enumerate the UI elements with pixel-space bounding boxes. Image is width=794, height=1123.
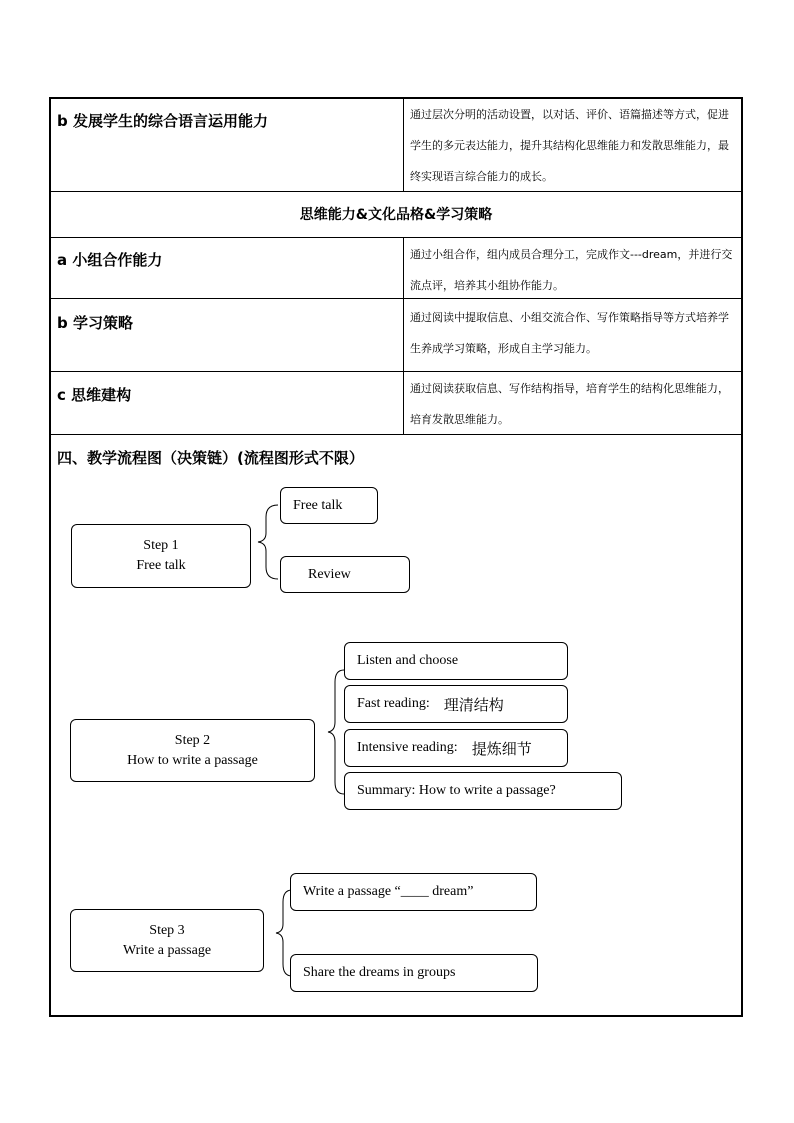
- step2-item-cn: 提炼细节: [471, 739, 532, 758]
- step2-item-text: Fast reading:: [357, 696, 430, 711]
- step2-item-fast-reading: [344, 685, 568, 723]
- step2-item-summary: [344, 772, 622, 810]
- step1-item-text: Review: [308, 566, 351, 582]
- row-label-group-work: a 小组合作能力: [57, 251, 163, 269]
- flowchart-title: 四、教学流程图（决策链）(流程图形式不限）: [57, 449, 364, 467]
- step1-title: Free talk: [136, 558, 186, 573]
- step1-item-review: [280, 556, 410, 593]
- step2-item-cn: 理清结构: [443, 695, 504, 714]
- step2-title: How to write a passage: [127, 752, 258, 768]
- step1-item-free-talk: [280, 487, 378, 524]
- row-label-learning-strategy: b 学习策略: [57, 314, 133, 332]
- step2-item-intensive-reading: [344, 729, 568, 767]
- step1-number: Step 1: [143, 538, 179, 553]
- step2-number: Step 2: [174, 732, 211, 748]
- column-divider: [403, 97, 404, 191]
- step2-box: [70, 719, 315, 782]
- step2-item-text: Summary: How to write a passage?: [357, 783, 556, 798]
- step2-item-text: Intensive reading:: [357, 740, 458, 755]
- step3-title: Write a passage: [122, 942, 212, 958]
- row-text-group-work: 通过小组合作，组内成员合理分工，完成作文---dream，并进行交流点评，培养其小组协作能力。: [410, 248, 733, 292]
- row-label-thinking: c 思维建构: [57, 386, 132, 404]
- column-divider: [403, 237, 404, 434]
- row-divider: [49, 371, 743, 372]
- step3-item-share: [290, 954, 538, 992]
- row-label-language-ability: b 发展学生的综合语言运用能力: [57, 112, 268, 130]
- row-divider: [49, 237, 743, 238]
- step1-item-text: Free talk: [293, 497, 343, 513]
- step2-item-text: Listen and choose: [357, 653, 459, 668]
- step1-box: [71, 524, 251, 588]
- row-text-learning-strategy: 通过阅读中提取信息、小组交流合作、写作策略指导等方式培养学生养成学习策略，形成自主学习能力。: [410, 311, 729, 355]
- step2-item-listen: [344, 642, 568, 680]
- step3-item-text: Share the dreams in groups: [303, 965, 456, 980]
- row-text-language-ability: 通过层次分明的活动设置，以对话、评价、语篇描述等方式，促进学生的多元表达能力，提升其结构化思维能力和发散思维能力，最终实现语言综合能力的成长。: [410, 108, 729, 183]
- step3-item-text: Write a passage “____ dream”: [303, 884, 474, 899]
- row-text-thinking: 通过阅读获取信息、写作结构指导，培育学生的结构化思维能力，培育发散思维能力。: [410, 382, 729, 426]
- step3-number: Step 3: [149, 922, 185, 938]
- step3-box: [70, 909, 264, 972]
- step3-item-write: [290, 873, 537, 911]
- section-heading: 思维能力&文化品格&学习策略: [299, 207, 493, 223]
